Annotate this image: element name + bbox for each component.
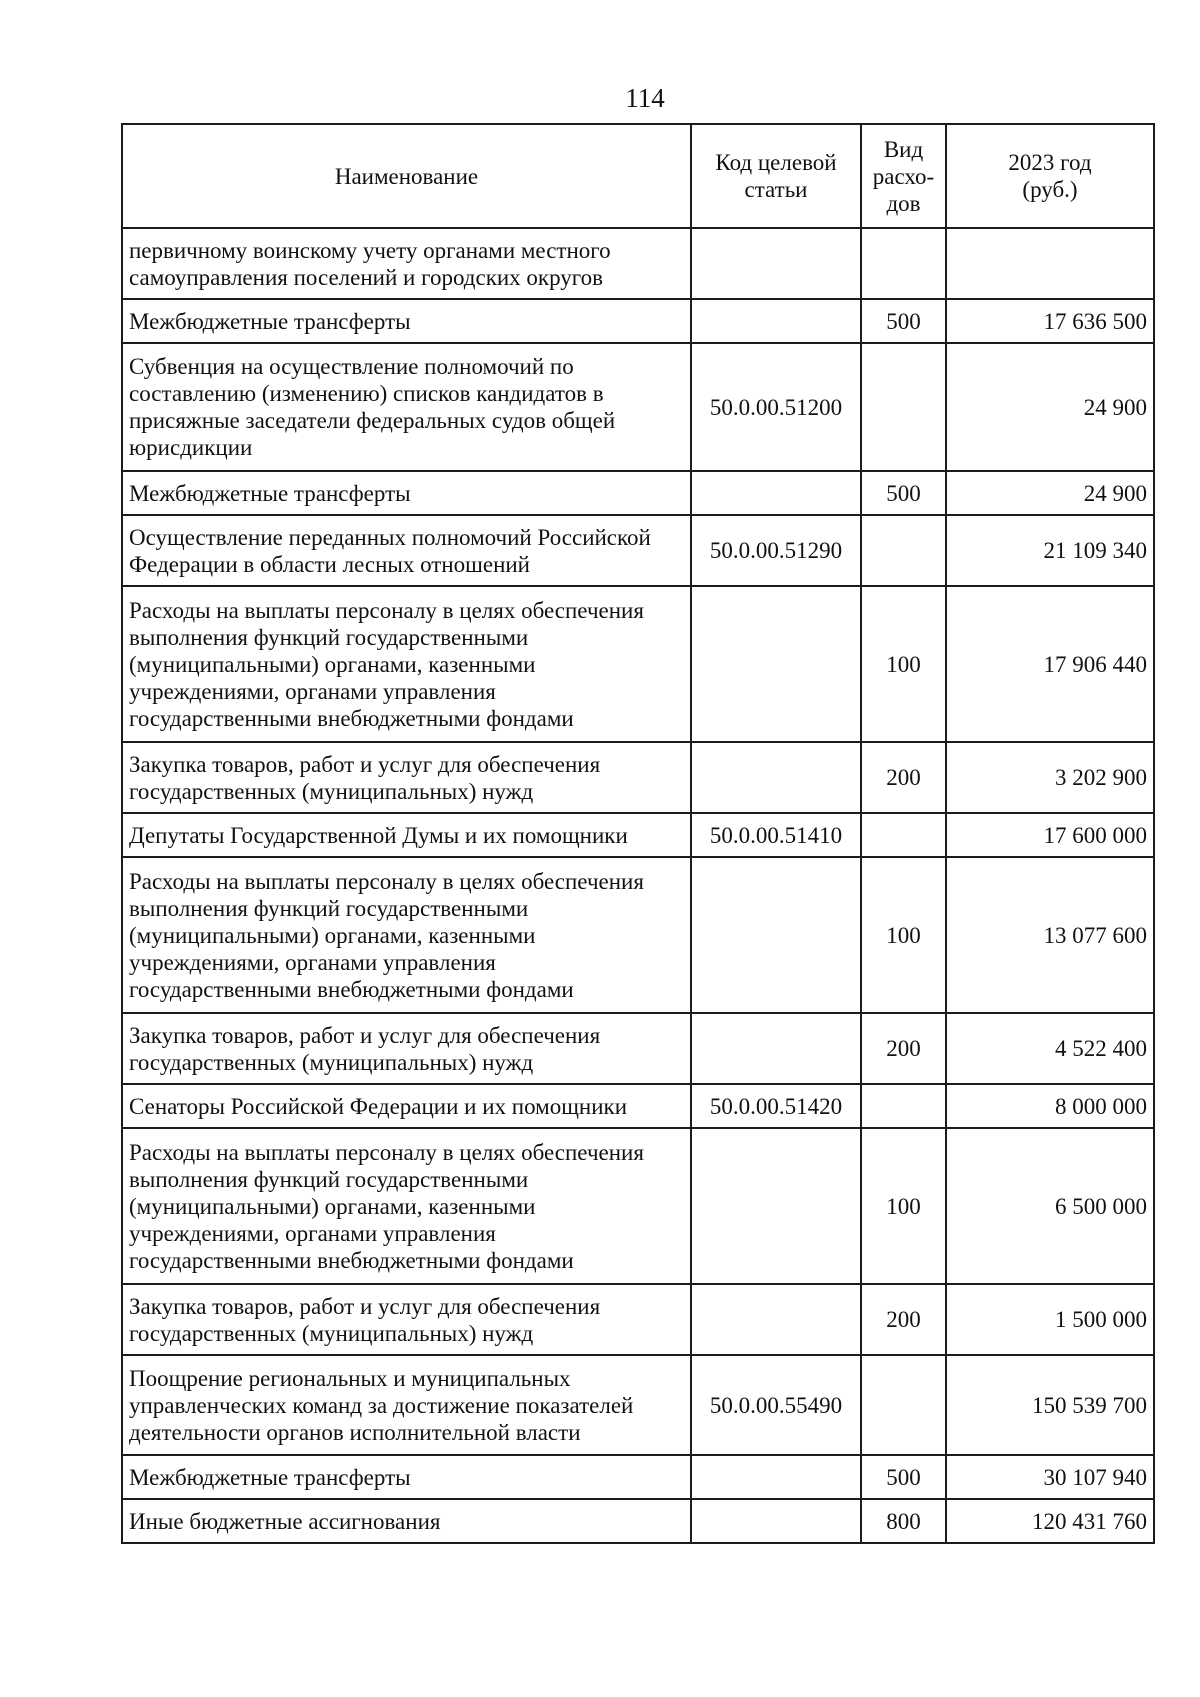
row-amount-cell: 21 109 340	[946, 515, 1154, 586]
row-code-cell: 50.0.00.51420	[691, 1084, 861, 1128]
row-amount-cell: 3 202 900	[946, 742, 1154, 813]
row-amount-cell: 24 900	[946, 343, 1154, 471]
row-code-cell: 50.0.00.55490	[691, 1355, 861, 1455]
row-kind-cell: 100	[861, 586, 946, 742]
row-kind-cell: 500	[861, 1455, 946, 1499]
row-name-cell: Закупка товаров, работ и услуг для обеспечения государственных (муниципальных) нужд	[122, 1013, 691, 1084]
row-name-cell: Закупка товаров, работ и услуг для обеспечения государственных (муниципальных) нужд	[122, 1284, 691, 1355]
row-kind-cell: 100	[861, 1128, 946, 1284]
row-amount-cell: 150 539 700	[946, 1355, 1154, 1455]
table-row	[122, 586, 1154, 742]
table-row	[122, 813, 1154, 857]
row-name-cell: Депутаты Государственной Думы и их помощники	[122, 813, 691, 857]
row-amount-cell	[946, 228, 1154, 299]
row-amount-cell: 6 500 000	[946, 1128, 1154, 1284]
row-kind-cell: 800	[861, 1499, 946, 1543]
row-name-cell: Расходы на выплаты персоналу в целях обеспечения выполнения функций государственными (муниципальными) органами, казенными учреждениями, органами управления государственными внебюджетными фондами	[122, 586, 691, 742]
row-kind-cell	[861, 515, 946, 586]
row-name-cell: Межбюджетные трансферты	[122, 471, 691, 515]
row-amount-cell: 8 000 000	[946, 1084, 1154, 1128]
row-kind-cell: 200	[861, 1013, 946, 1084]
row-name-cell: Расходы на выплаты персоналу в целях обеспечения выполнения функций государственными (муниципальными) органами, казенными учреждениями, органами управления государственными внебюджетными фондами	[122, 1128, 691, 1284]
row-name-cell: Осуществление переданных полномочий Российской Федерации в области лесных отношений	[122, 515, 691, 586]
row-amount-cell: 120 431 760	[946, 1499, 1154, 1543]
row-amount-cell: 13 077 600	[946, 857, 1154, 1013]
table-row	[122, 1013, 1154, 1084]
row-code-cell	[691, 1455, 861, 1499]
row-kind-cell	[861, 228, 946, 299]
table-row	[122, 1355, 1154, 1455]
row-amount-cell: 17 906 440	[946, 586, 1154, 742]
row-kind-cell: 200	[861, 742, 946, 813]
row-code-cell	[691, 1013, 861, 1084]
table-row	[122, 515, 1154, 586]
row-kind-cell: 200	[861, 1284, 946, 1355]
row-amount-cell: 17 600 000	[946, 813, 1154, 857]
row-name-cell: Иные бюджетные ассигнования	[122, 1499, 691, 1543]
row-amount-cell: 17 636 500	[946, 299, 1154, 343]
row-name-cell: Межбюджетные трансферты	[122, 299, 691, 343]
row-name-cell: Расходы на выплаты персоналу в целях обеспечения выполнения функций государственными (муниципальными) органами, казенными учреждениями, органами управления государственными внебюджетными фондами	[122, 857, 691, 1013]
header-name: Наименование	[122, 124, 691, 228]
row-code-cell: 50.0.00.51200	[691, 343, 861, 471]
table-row	[122, 471, 1154, 515]
row-code-cell	[691, 742, 861, 813]
row-amount-cell: 24 900	[946, 471, 1154, 515]
header-code: Код целевой статьи	[691, 124, 861, 228]
table-row	[122, 1455, 1154, 1499]
table-row	[122, 343, 1154, 471]
row-code-cell	[691, 857, 861, 1013]
row-code-cell: 50.0.00.51290	[691, 515, 861, 586]
table-row	[122, 1499, 1154, 1543]
row-name-cell: Поощрение региональных и муниципальных управленческих команд за достижение показателей деятельности органов исполнительной власти	[122, 1355, 691, 1455]
table-row	[122, 228, 1154, 299]
table-row	[122, 1128, 1154, 1284]
row-name-cell: первичному воинскому учету органами местного самоуправления поселений и городских округов	[122, 228, 691, 299]
row-code-cell	[691, 299, 861, 343]
row-code-cell	[691, 1284, 861, 1355]
budget-table	[121, 123, 1155, 1544]
row-code-cell	[691, 1128, 861, 1284]
row-kind-cell	[861, 343, 946, 471]
row-name-cell: Субвенция на осуществление полномочий по составлению (изменению) списков кандидатов в присяжные заседатели федеральных судов общей юрисдикции	[122, 343, 691, 471]
table-row	[122, 1284, 1154, 1355]
row-kind-cell: 500	[861, 299, 946, 343]
row-kind-cell: 500	[861, 471, 946, 515]
row-code-cell	[691, 586, 861, 742]
row-amount-cell: 30 107 940	[946, 1455, 1154, 1499]
header-amount: 2023 год (руб.)	[946, 124, 1154, 228]
row-kind-cell	[861, 1355, 946, 1455]
table-row	[122, 1084, 1154, 1128]
row-kind-cell: 100	[861, 857, 946, 1013]
row-name-cell: Закупка товаров, работ и услуг для обеспечения государственных (муниципальных) нужд	[122, 742, 691, 813]
row-amount-cell: 4 522 400	[946, 1013, 1154, 1084]
row-code-cell	[691, 471, 861, 515]
table-row	[122, 299, 1154, 343]
row-code-cell	[691, 1499, 861, 1543]
row-amount-cell: 1 500 000	[946, 1284, 1154, 1355]
table-header-row	[122, 124, 1154, 228]
row-code-cell	[691, 228, 861, 299]
row-kind-cell	[861, 1084, 946, 1128]
table-row	[122, 742, 1154, 813]
row-code-cell: 50.0.00.51410	[691, 813, 861, 857]
table-body	[122, 228, 1154, 1543]
row-name-cell: Сенаторы Российской Федерации и их помощники	[122, 1084, 691, 1128]
row-name-cell: Межбюджетные трансферты	[122, 1455, 691, 1499]
row-kind-cell	[861, 813, 946, 857]
header-kind: Вид расхо-дов	[861, 124, 946, 228]
table-row	[122, 857, 1154, 1013]
page-number: 114	[625, 83, 665, 113]
